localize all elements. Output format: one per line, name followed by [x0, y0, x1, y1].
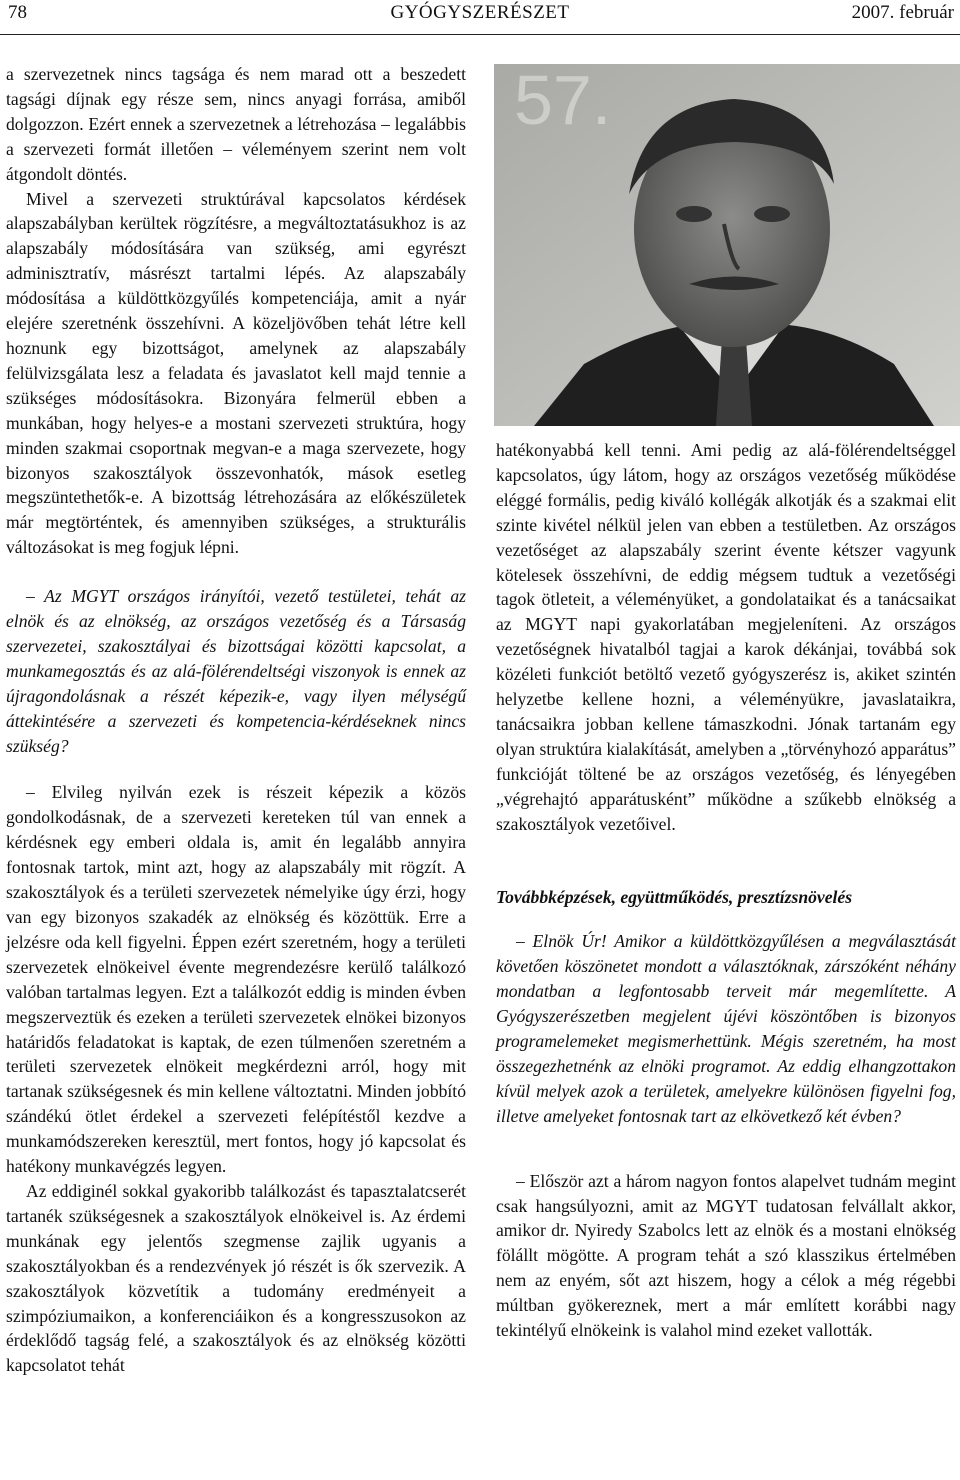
portrait-photo — [494, 64, 960, 426]
section-subheading: Továbbképzések, együttműködés, presztízsnövelés — [496, 886, 853, 907]
journal-title: GYÓGYSZERÉSZET — [390, 2, 570, 23]
paragraph: – Először azt a három nagyon fontos alapelvet tudnám megint csak hangsúlyozni, amit az MGYT tudatosan felvállalt akkor, amikor dr. Nyiredy Szabolcs lett az elnök és a mostani elnökség fölállt mögötte. A program tehát a szó klasszikus értelmében nem az enyém, sőt azt hiszem, hogy a célok a még régebbi múltban gyökereznek, mert a már említett korábbi nagy tekintélyű elnökeink is valahol mind ezeket vallották. — [496, 1170, 956, 1341]
page-number: 78 — [8, 2, 27, 23]
header-rule — [0, 34, 960, 35]
paragraph: hatékonyabbá kell tenni. Ami pedig az alá-fölérendeltséggel kapcsolatos, úgy látom, hogy az országos vezetőség működése eléggé formális, pedig kiváló kollégák alkotják és a szakmai elit szinte kivétel nélkül jelen van ebben a testületben. Az országos vezetőséget az alapszabály szerint évente kétszer vagyunk kötelesek összehívni, de eddig mégsem tudtuk a vezetőségi tagok ötleteit, a véleményüket, a gondolataikat és a tanácsaikat az MGYT napi gyakorlatában megjeleníteni. Az országos vezetőségnek hivatalból tagjai a karok dékánjai, továbbá sok közéleti funkciót betöltő vezető gyógyszerész is, akiket szintén helyzetbe kellene hozni, a véleményükre, javaslataikra, tanácsaikra jobban kellene támaszkodni. Jónak tartanám egy olyan struktúra kialakítását, amelyben a „törvényhozó apparátus” funkcióját töltené be az országos vezetőség, és lényegében „végrehajtó apparátusként” működne a szűkebb elnökség a szakosztályok vezetőivel. — [496, 440, 956, 834]
paragraph: Mivel a szervezeti struktúrával kapcsolatos kérdések alapszabályban kerültek rögzítésre, a megváltoztatásukhoz is az alapszabály módosítására van szükség, ami egyrészt adminisztratív, másrészt tartalmi lépés. Az alapszabály módosítása a küldöttközgyűlés kompetenciája, amit a nyár elejére szeretnénk összehívni. A közeljövőben tehát létre kell hoznunk egy bizottságot, amelynek az alapszabály felülvizsgálata lesz a feladata és javaslatot kell majd tennie a szükséges módosításokra. Bizonyára felmerül ebben a munkában, hogy helyes-e a mostani szervezeti struktúra, hogy minden szakmai csoportnak megvan-e a maga szervezete, hogy bizonyos szakosztályok összevonhatók, mások esetleg megszüntethetők-e. A bizottság létrehozására az előkészületek már megtörténtek, és amennyiben szükséges, a strukturális változásokat is meg fogjuk lépni. — [6, 188, 466, 558]
paragraph: – Elvileg nyilván ezek is részeit képezik a közös gondolkodásnak, de a szervezeti kereteken túl van ennek a kérdésnek egy emberi oldala is, amit én legalább annyira fontosnak tartok, mint azt, hogy az alapszabály mit rögzít. A szakosztályok és a területi szervezetek némelyike úgy érzi, hogy van egy bizonyos szakadék az elnökség és közöttük. Erre a jelzésre oda kell figyelni. Éppen ezért szeretném, hogy a területi szervezetek elnökeivel évente megrendezésre kerülő találkozó valóban tartalmas legyen. Ezt a találkozót eddig is minden évben megszerveztük és ezeken a területi szervezetek elnökei bizonyos határidős feladatokat is kaptak, de ezen túlmenően szeretném a területi szervezetek elnökeit megkérdezni arról, hogy mit tartanak szükségesnek és min kellene változtatni. Minden jobbító szándékú ötlet érdekel a szervezeti felépítéstől kezdve a munkamódszereken keresztül, mert fontos, hogy jó kapcsolat és hatékony munkavégzés legyen. — [6, 782, 466, 1177]
svg-text:57.: 57. — [514, 64, 612, 139]
right-column — [496, 438, 956, 1343]
page-header — [0, 0, 960, 32]
left-column — [6, 62, 466, 1378]
paragraph: Az eddiginél sokkal gyakoribb találkozást és tapasztalatcserét tartanék szükségesnek a szakosztályok elnökeivel is. Az érdemi munkának egy jelentős szegmense zajlik ugyanis a szakosztályokban és a rendezvények jó részét is ők szervezik. A szakosztályok közvetítik a tudomány eredményeit a szimpóziumaikon, a konferenciáikon és a kongresszusokon az érdeklődő tagság felé, a szakosztályok és az elnökség közötti kapcsolatot tehát — [6, 1180, 466, 1376]
interview-question: – Elnök Úr! Amikor a küldöttközgyűlésen a megválasztását követően köszönetet mondott a választóknak, zárszóként néhány mondatban a legfontosabb terveit már megemlítette. A Gyógyszerészetben megjelent újévi köszöntőben is bizonyos programelemeket megismerhettünk. Mégis szeretném, ha most összegezhetnénk az elnöki programot. Az eddig elhangzottakon kívül melyek azok a területek, amelyekre különösen figyelni fog, illetve amelyeket fontosnak tart az elkövetkező két évben? — [496, 931, 956, 1126]
issue-date: 2007. február — [851, 2, 954, 23]
interview-question: – Az MGYT országos irányítói, vezető testületei, tehát az elnök és az elnökség, az országos vezetőség és a Társaság szervezetei, szakosztályai és bizottságai közötti kapcsolat, a munkamegosztás és az alá-fölérendeltségi viszonyok is ennek az újragondolásnak a részét képezik-e, vagy ilyen mélységű áttekintésére a szervezeti és kompetencia-kérdéseknek nincs szükség? — [6, 586, 466, 756]
paragraph: a szervezetnek nincs tagsága és nem marad ott a beszedett tagsági díjnak egy része sem, nincs anyagi forrása, amiből dolgozzon. Ezért ennek a szervezetnek a létrehozása – legalábbis a szervezeti formát illetően – véleményem szerint nem volt átgondolt döntés. — [6, 64, 466, 184]
